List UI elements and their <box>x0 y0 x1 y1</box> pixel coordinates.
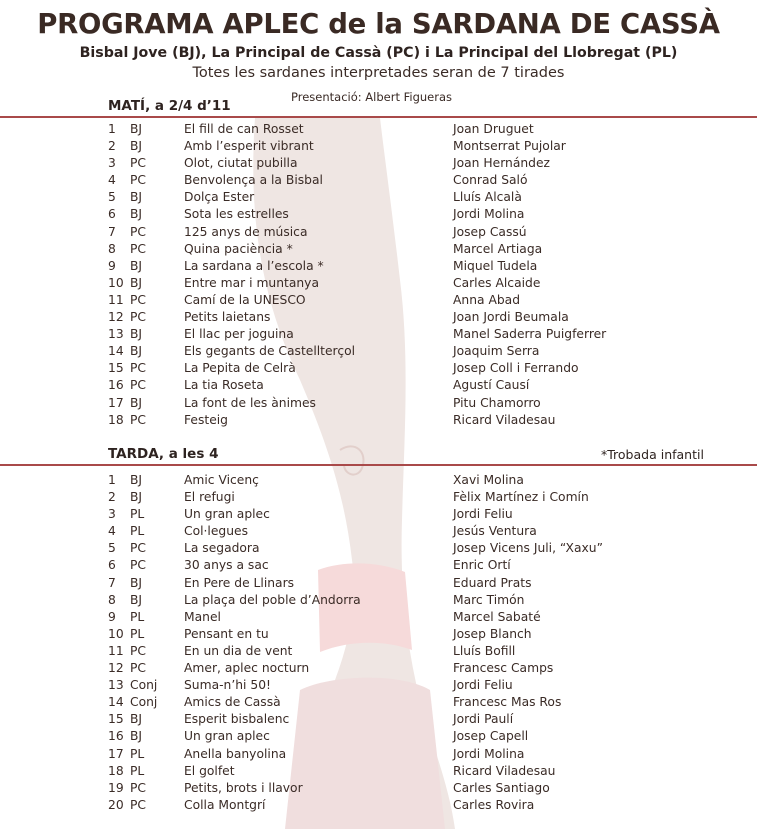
sardana-title: En Pere de Llinars <box>184 575 295 590</box>
composer-name: Xavi Molina <box>453 473 524 487</box>
composer-name: Fèlix Martínez i Comín <box>453 490 589 505</box>
band-code: PL <box>130 524 145 539</box>
list-item <box>0 138 757 155</box>
list-item <box>0 241 757 258</box>
band-code: BJ <box>130 729 143 744</box>
sardana-title: El fill de can Rosset <box>184 122 304 136</box>
composer-name: Carles Rovira <box>453 797 535 812</box>
band-code: BJ <box>130 275 143 290</box>
sardana-title: Camí de la UNESCO <box>184 292 306 307</box>
item-number: 8 <box>108 241 116 256</box>
list-item <box>0 275 757 292</box>
composer-name: Francesc Mas Ros <box>453 695 562 710</box>
composer-name: Joaquim Serra <box>453 344 540 359</box>
item-number: 20 <box>108 797 124 812</box>
afternoon-section-title: TARDA, a les 4 <box>108 446 219 462</box>
list-item <box>0 746 757 763</box>
item-number: 15 <box>108 712 124 727</box>
sardana-title: Entre mar i muntanya <box>184 275 319 290</box>
band-code: PC <box>130 241 147 256</box>
band-code: PC <box>130 661 147 676</box>
sardana-title: 125 anys de música <box>184 224 308 239</box>
composer-name: Miquel Tudela <box>453 258 538 273</box>
band-code: PC <box>130 310 147 325</box>
sardana-title: Amic Vicenç <box>184 473 259 487</box>
list-item <box>0 309 757 326</box>
item-number: 4 <box>108 173 116 188</box>
item-number: 2 <box>108 139 116 154</box>
morning-rule <box>0 116 757 118</box>
item-number: 13 <box>108 327 124 342</box>
list-item <box>0 780 757 797</box>
list-item <box>0 694 757 711</box>
band-code: BJ <box>130 190 143 205</box>
list-item <box>0 395 757 412</box>
sardana-title: Els gegants de Castellterçol <box>184 344 356 359</box>
band-code: PL <box>130 763 145 778</box>
composer-name: Lluís Bofill <box>453 643 516 658</box>
band-code: BJ <box>130 344 143 359</box>
sardana-title: La plaça del poble d’Andorra <box>184 592 361 607</box>
composer-name: Jordi Molina <box>453 207 525 222</box>
list-item <box>0 592 757 609</box>
list-item <box>0 797 757 814</box>
item-number: 7 <box>108 575 116 590</box>
composer-name: Jordi Feliu <box>453 678 513 693</box>
item-number: 18 <box>108 412 124 427</box>
item-number: 5 <box>108 190 116 205</box>
item-number: 12 <box>108 661 124 676</box>
band-code: BJ <box>130 139 143 154</box>
sardana-title: Manel <box>184 609 221 624</box>
list-item <box>0 763 757 780</box>
item-number: 16 <box>108 729 124 744</box>
sardana-title: El golfet <box>184 763 235 778</box>
band-code: PC <box>130 224 147 239</box>
composer-name: Agustí Causí <box>453 378 530 393</box>
composer-name: Jordi Molina <box>453 746 525 761</box>
item-number: 9 <box>108 609 116 624</box>
list-item <box>0 660 757 677</box>
sardana-title: Un gran aplec <box>184 507 270 522</box>
list-item <box>0 121 757 138</box>
composer-name: Eduard Prats <box>453 575 532 590</box>
item-number: 12 <box>108 310 124 325</box>
sardana-title: Festeig <box>184 412 228 427</box>
list-item <box>0 292 757 309</box>
list-item <box>0 728 757 745</box>
band-code: BJ <box>130 575 143 590</box>
sardana-title: En un dia de vent <box>184 643 293 658</box>
band-code: BJ <box>130 592 143 607</box>
sardana-title: Petits, brots i llavor <box>184 780 303 795</box>
morning-section-title: MATÍ, a 2/4 d’11 <box>108 98 231 114</box>
band-code: BJ <box>130 258 143 273</box>
list-item <box>0 258 757 275</box>
item-number: 14 <box>108 695 124 710</box>
composer-name: Carles Alcaide <box>453 275 541 290</box>
list-item <box>0 557 757 574</box>
item-number: 3 <box>108 156 116 171</box>
sardana-title: Amer, aplec nocturn <box>184 661 310 676</box>
morning-list <box>0 121 757 429</box>
list-item <box>0 489 757 506</box>
afternoon-rule <box>0 464 757 466</box>
item-number: 6 <box>108 558 116 573</box>
composer-name: Jordi Feliu <box>453 507 513 522</box>
composer-name: Joan Hernández <box>453 156 550 171</box>
composer-name: Josep Coll i Ferrando <box>453 361 579 376</box>
band-code: PL <box>130 746 145 761</box>
sardana-title: La tia Roseta <box>184 378 264 393</box>
band-code: BJ <box>130 327 143 342</box>
sardana-title: Olot, ciutat pubilla <box>184 156 298 171</box>
sardana-title: 30 anys a sac <box>184 558 269 573</box>
list-item <box>0 206 757 223</box>
list-item <box>0 609 757 626</box>
band-code: Conj <box>130 695 158 710</box>
item-number: 7 <box>108 224 116 239</box>
composer-name: Ricard Viladesau <box>453 412 556 427</box>
item-number: 5 <box>108 541 116 556</box>
list-item <box>0 711 757 728</box>
composer-name: Lluís Alcalà <box>453 190 522 205</box>
item-number: 17 <box>108 395 124 410</box>
tirades-note: Totes les sardanes interpretades seran de 7 tirades <box>192 65 565 81</box>
list-item <box>0 326 757 343</box>
band-code: BJ <box>130 207 143 222</box>
item-number: 1 <box>108 473 116 487</box>
band-code: BJ <box>130 712 143 727</box>
band-code: BJ <box>130 490 143 505</box>
item-number: 18 <box>108 763 124 778</box>
sardana-title: Col·legues <box>184 524 248 539</box>
composer-name: Enric Ortí <box>453 558 511 573</box>
composer-name: Josep Cassú <box>453 224 527 239</box>
composer-name: Conrad Saló <box>453 173 528 188</box>
trobada-infantil-note: *Trobada infantil <box>601 447 704 462</box>
sardana-title: Benvolença a la Bisbal <box>184 173 323 188</box>
composer-name: Anna Abad <box>453 292 521 307</box>
list-item <box>0 412 757 429</box>
list-item <box>0 155 757 172</box>
band-code: PC <box>130 292 147 307</box>
afternoon-list <box>0 472 757 814</box>
list-item <box>0 360 757 377</box>
band-code: PC <box>130 361 147 376</box>
presenter-line: Presentació: Albert Figueras <box>291 90 453 104</box>
band-code: PC <box>130 558 147 573</box>
band-code: PC <box>130 156 147 171</box>
sardana-title: Suma-n’hi 50! <box>184 678 271 693</box>
item-number: 6 <box>108 207 116 222</box>
band-code: PC <box>130 173 147 188</box>
item-number: 10 <box>108 275 124 290</box>
band-code: PC <box>130 541 147 556</box>
sardana-title: La segadora <box>184 541 260 556</box>
item-number: 14 <box>108 344 124 359</box>
sardana-title: Pensant en tu <box>184 626 269 641</box>
band-code: PC <box>130 780 147 795</box>
sardana-title: Amics de Cassà <box>184 695 281 710</box>
list-item <box>0 575 757 592</box>
band-code: PL <box>130 507 145 522</box>
item-number: 19 <box>108 780 124 795</box>
composer-name: Josep Blanch <box>453 626 532 641</box>
item-number: 9 <box>108 258 116 273</box>
item-number: 4 <box>108 524 116 539</box>
sardana-title: La font de les ànimes <box>184 395 316 410</box>
item-number: 15 <box>108 361 124 376</box>
composer-name: Marcel Sabaté <box>453 609 541 624</box>
band-code: PC <box>130 643 147 658</box>
item-number: 8 <box>108 592 116 607</box>
item-number: 3 <box>108 507 116 522</box>
list-item <box>0 626 757 643</box>
band-code: PC <box>130 412 147 427</box>
list-item <box>0 540 757 557</box>
composer-name: Manel Saderra Puigferrer <box>453 327 607 342</box>
list-item <box>0 472 757 489</box>
sardana-title: Colla Montgrí <box>184 797 266 812</box>
sardana-title: Petits laietans <box>184 310 271 325</box>
list-item <box>0 189 757 206</box>
sardana-title: El refugi <box>184 490 235 505</box>
composer-name: Josep Vicens Juli, “Xaxu” <box>453 541 603 556</box>
composer-name: Ricard Viladesau <box>453 763 556 778</box>
list-item <box>0 523 757 540</box>
composer-name: Josep Capell <box>453 729 529 744</box>
list-item <box>0 172 757 189</box>
item-number: 10 <box>108 626 124 641</box>
sardana-title: Quina paciència * <box>184 241 293 256</box>
sardana-title: Sota les estrelles <box>184 207 289 222</box>
composer-name: Marcel Artiaga <box>453 241 543 256</box>
sardana-title: Esperit bisbalenc <box>184 712 290 727</box>
composer-name: Joan Jordi Beumala <box>453 310 569 325</box>
band-code: PC <box>130 378 147 393</box>
sardana-title: El llac per joguina <box>184 327 294 342</box>
band-code: PC <box>130 797 147 812</box>
item-number: 16 <box>108 378 124 393</box>
sardana-title: Anella banyolina <box>184 746 287 761</box>
list-item <box>0 377 757 394</box>
item-number: 1 <box>108 122 116 136</box>
composer-name: Jordi Paulí <box>453 712 514 727</box>
sardana-title: Un gran aplec <box>184 729 270 744</box>
band-code: BJ <box>130 395 143 410</box>
list-item <box>0 643 757 660</box>
band-code: PL <box>130 626 145 641</box>
composer-name: Montserrat Pujolar <box>453 139 566 154</box>
sardana-title: La Pepita de Celrà <box>184 361 296 376</box>
composer-name: Jesús Ventura <box>453 524 537 539</box>
page-title: PROGRAMA APLEC de la SARDANA DE CASSÀ <box>37 8 720 40</box>
item-number: 13 <box>108 678 124 693</box>
band-code: PL <box>130 609 145 624</box>
sardana-title: Amb l’esperit vibrant <box>184 139 314 154</box>
item-number: 11 <box>108 292 124 307</box>
list-item <box>0 506 757 523</box>
band-code: BJ <box>130 122 143 136</box>
bands-subtitle: Bisbal Jove (BJ), La Principal de Cassà (PC) i La Principal del Llobregat (PL) <box>79 45 678 61</box>
sardana-title: Dolça Ester <box>184 190 255 205</box>
band-code: BJ <box>130 473 143 487</box>
composer-name: Marc Timón <box>453 592 525 607</box>
band-code: Conj <box>130 678 158 693</box>
composer-name: Pitu Chamorro <box>453 395 541 410</box>
list-item <box>0 677 757 694</box>
item-number: 17 <box>108 746 124 761</box>
composer-name: Carles Santiago <box>453 780 550 795</box>
composer-name: Francesc Camps <box>453 661 554 676</box>
list-item <box>0 224 757 241</box>
list-item <box>0 343 757 360</box>
composer-name: Joan Druguet <box>453 122 534 136</box>
sardana-title: La sardana a l’escola * <box>184 258 324 273</box>
item-number: 2 <box>108 490 116 505</box>
item-number: 11 <box>108 643 124 658</box>
